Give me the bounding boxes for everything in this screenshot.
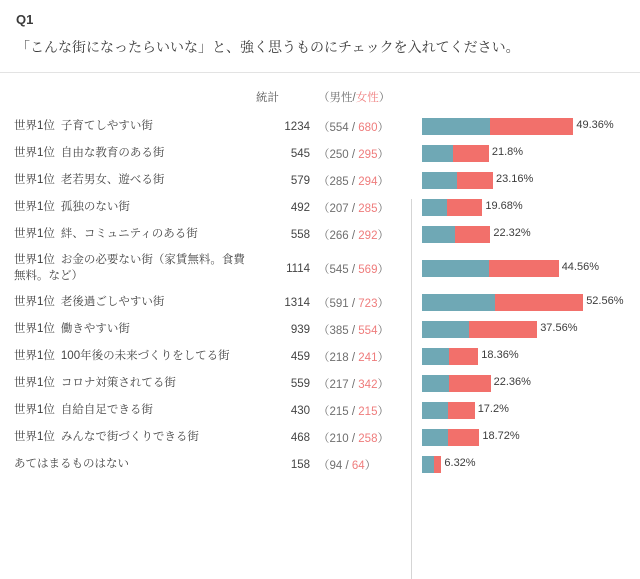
row-paren-close: ） <box>377 121 389 134</box>
row-slash: / <box>348 263 359 276</box>
row-label <box>10 370 250 397</box>
bar-segment-female <box>453 145 489 162</box>
bar-segment-female <box>447 199 482 216</box>
row-label-text: 100年後の未来づくりをしてる街 <box>60 349 230 362</box>
row-rank-badge: 世界1位 <box>14 349 55 362</box>
row-slash: / <box>348 324 359 337</box>
row-label <box>10 221 250 248</box>
row-label <box>10 451 250 478</box>
bar-segment-male <box>422 172 457 189</box>
row-total: 579 <box>290 174 310 187</box>
bar-segment-female <box>489 260 559 277</box>
row-total: 558 <box>290 228 310 241</box>
row-label <box>10 397 250 424</box>
row-paren-open: （ <box>318 405 330 418</box>
table-row <box>10 370 640 397</box>
bar-segment-male <box>422 456 434 473</box>
row-total: 492 <box>290 201 310 214</box>
row-female-count: 292 <box>358 229 378 242</box>
row-paren-open: （ <box>318 324 330 337</box>
bar-segment-male <box>422 294 495 311</box>
row-male-count: 285 <box>329 175 349 188</box>
table-row <box>10 167 640 194</box>
row-bar-cell <box>418 167 640 194</box>
bar-segment-male <box>422 402 448 419</box>
row-bar-cell <box>418 370 640 397</box>
row-female-count: 285 <box>358 202 378 215</box>
row-label-text: 自給自足できる街 <box>60 403 153 416</box>
row-total: 158 <box>290 458 310 471</box>
row-paren-open: （ <box>318 148 330 161</box>
row-total: 939 <box>290 323 310 336</box>
table-row <box>10 397 640 424</box>
bar-segment-male <box>422 118 490 135</box>
row-female-count: 554 <box>358 324 378 337</box>
row-male-count: 217 <box>329 378 349 391</box>
row-rank-badge: 世界1位 <box>14 430 55 443</box>
row-male-count: 545 <box>329 263 349 276</box>
row-slash: / <box>348 297 359 310</box>
row-female-count: 64 <box>351 459 365 472</box>
row-label <box>10 167 250 194</box>
row-male-count: 591 <box>329 297 349 310</box>
row-label <box>10 316 250 343</box>
row-male-count: 210 <box>329 432 349 445</box>
table-row <box>10 316 640 343</box>
row-slash: / <box>348 202 359 215</box>
bar-segment-male <box>422 145 453 162</box>
row-label <box>10 248 250 289</box>
row-bar-cell <box>418 140 640 167</box>
legend-male: 男性 <box>329 92 353 104</box>
question-text: 「こんな街になったらいいな」と、強く思うものにチェックを入れてください。 <box>16 39 520 55</box>
bar-value-label: 49.36% <box>576 119 614 131</box>
row-label-text: 自由な教育のある街 <box>60 146 165 159</box>
row-label-text: あてはまるものはない <box>14 457 129 470</box>
table-header-row <box>10 87 640 113</box>
row-label-text: 老若男女、遊べる街 <box>60 173 165 186</box>
row-slash: / <box>348 378 359 391</box>
results-table <box>10 87 640 478</box>
row-male-count: 250 <box>329 148 349 161</box>
row-male-count: 385 <box>329 324 349 337</box>
bar-segment-male <box>422 429 448 446</box>
row-male-count: 207 <box>329 202 349 215</box>
row-paren-open: （ <box>318 297 330 310</box>
row-label-text: コロナ対策されてる街 <box>60 376 176 389</box>
row-rank-badge: 世界1位 <box>14 403 55 416</box>
bar-segment-female <box>449 375 491 392</box>
bar-segment-male <box>422 348 449 365</box>
row-bar-cell <box>418 113 640 140</box>
row-female-count: 569 <box>358 263 378 276</box>
bar-value-label: 23.16% <box>496 173 534 185</box>
row-label-text: 働きやすい街 <box>60 322 130 335</box>
row-male-count: 94 <box>329 459 343 472</box>
row-bar-cell <box>418 221 640 248</box>
bar-value-label: 18.36% <box>481 349 519 362</box>
slash-separator: / <box>352 92 356 104</box>
row-rank-badge: 世界1位 <box>14 200 55 213</box>
row-label-text: みんなで街づくりできる街 <box>60 430 199 443</box>
bar-segment-female <box>490 118 573 135</box>
row-paren-close: ） <box>364 459 377 472</box>
bar-segment-male <box>422 226 455 243</box>
row-label-text: 孤独のない街 <box>60 200 130 213</box>
stacked-bar <box>422 199 640 216</box>
row-gender-split <box>314 397 418 424</box>
column-header-total <box>250 87 314 113</box>
table-row <box>10 451 640 478</box>
row-paren-close: ） <box>377 148 389 161</box>
row-rank-badge: 世界1位 <box>14 322 55 335</box>
column-header-label <box>10 87 250 113</box>
row-slash: / <box>348 148 359 161</box>
stacked-bar <box>422 348 640 365</box>
row-female-count: 241 <box>358 351 378 364</box>
bar-value-label: 37.56% <box>540 322 578 335</box>
bar-segment-female <box>469 321 537 338</box>
row-total: 545 <box>290 147 310 160</box>
row-rank-badge: 世界1位 <box>14 173 55 186</box>
row-gender-split <box>314 248 418 289</box>
row-label <box>10 289 250 316</box>
row-paren-close: ） <box>377 229 389 242</box>
stacked-bar <box>422 145 640 162</box>
stacked-bar <box>422 321 640 338</box>
row-paren-open: （ <box>318 121 330 134</box>
results-table-head <box>10 87 640 113</box>
stacked-bar <box>422 402 640 419</box>
bar-segment-male <box>422 375 449 392</box>
row-paren-open: （ <box>318 459 330 472</box>
bar-value-label: 6.32% <box>444 457 476 470</box>
bar-segment-female <box>449 348 479 365</box>
row-label-text: 絆、コミュニティのある街 <box>60 227 198 240</box>
row-male-count: 215 <box>329 405 349 418</box>
row-female-count: 680 <box>358 121 378 134</box>
row-gender-split <box>314 424 418 451</box>
row-paren-open: （ <box>318 229 330 242</box>
row-bar-cell <box>418 451 640 478</box>
table-row <box>10 221 640 248</box>
table-row <box>10 289 640 316</box>
legend-female: 女性 <box>355 92 379 104</box>
row-total: 430 <box>290 404 310 417</box>
row-rank-badge: 世界1位 <box>14 254 55 266</box>
row-slash: / <box>348 121 359 134</box>
stacked-bar <box>422 226 640 243</box>
chart-area <box>0 73 640 484</box>
row-total: 459 <box>290 350 310 363</box>
row-total: 468 <box>290 431 310 444</box>
row-gender-split <box>314 194 418 221</box>
bar-segment-female <box>448 429 480 446</box>
table-row <box>10 194 640 221</box>
row-paren-close: ） <box>377 351 389 364</box>
row-rank-badge: 世界1位 <box>14 376 55 389</box>
row-paren-close: ） <box>377 378 389 391</box>
row-paren-close: ） <box>377 324 389 337</box>
stacked-bar <box>422 294 640 311</box>
row-label-text: 子育てしやすい街 <box>60 119 153 132</box>
row-male-count: 218 <box>329 351 349 364</box>
row-total: 1114 <box>286 262 310 275</box>
row-bar-cell <box>418 194 640 221</box>
row-bar-cell <box>418 316 640 343</box>
row-gender-split <box>314 451 418 478</box>
row-slash: / <box>348 432 359 445</box>
stacked-bar <box>422 375 640 392</box>
row-paren-close: ） <box>377 297 389 310</box>
row-paren-open: （ <box>318 175 330 188</box>
row-paren-close: ） <box>377 175 389 188</box>
row-rank-badge: 世界1位 <box>14 146 55 159</box>
row-bar-cell <box>418 343 640 370</box>
row-rank-badge: 世界1位 <box>14 227 55 240</box>
bar-value-label: 21.8% <box>491 146 524 158</box>
row-gender-split <box>314 221 418 248</box>
bar-segment-female <box>455 226 491 243</box>
bar-segment-male <box>422 321 469 338</box>
results-table-body <box>10 113 640 478</box>
stacked-bar <box>422 118 640 135</box>
row-gender-split <box>314 316 418 343</box>
row-paren-close: ） <box>377 405 389 418</box>
table-row <box>10 140 640 167</box>
bar-value-label: 18.72% <box>482 430 520 443</box>
question-id: Q1 <box>16 12 34 27</box>
column-header-gender-split <box>314 87 418 113</box>
row-bar-cell <box>418 424 640 451</box>
bar-segment-male <box>422 260 489 277</box>
row-label <box>10 424 250 451</box>
row-paren-close: ） <box>377 263 389 276</box>
bar-value-label: 52.56% <box>586 295 624 308</box>
chart-axis-line <box>411 199 412 579</box>
row-male-count: 266 <box>329 229 349 242</box>
stacked-bar <box>422 456 640 473</box>
bar-value-label: 22.32% <box>493 227 531 239</box>
row-total: 1234 <box>284 120 310 133</box>
row-gender-split <box>314 167 418 194</box>
row-paren-close: ） <box>377 432 389 445</box>
row-label <box>10 140 250 167</box>
paren-close: ） <box>378 92 391 104</box>
row-slash: / <box>348 229 359 242</box>
row-rank-badge: 世界1位 <box>14 295 55 308</box>
bar-segment-female <box>448 402 474 419</box>
row-total: 1314 <box>284 296 310 309</box>
stacked-bar <box>422 172 640 189</box>
row-gender-split <box>314 140 418 167</box>
row-paren-open: （ <box>318 432 330 445</box>
row-total: 559 <box>290 377 310 390</box>
row-female-count: 258 <box>358 432 378 445</box>
row-gender-split <box>314 370 418 397</box>
bar-segment-female <box>495 294 584 311</box>
row-female-count: 294 <box>358 175 378 188</box>
stacked-bar <box>422 429 640 446</box>
row-slash: / <box>342 459 352 472</box>
bar-segment-female <box>457 172 493 189</box>
row-slash: / <box>348 175 359 188</box>
row-paren-open: （ <box>318 263 330 276</box>
row-label-text: お金の必要ない街（家賃無料。食費無料。など） <box>14 254 245 282</box>
bar-value-label: 22.36% <box>493 376 531 389</box>
bar-value-label: 17.2% <box>477 403 509 416</box>
row-label <box>10 194 250 221</box>
row-label-text: 老後過ごしやすい街 <box>60 295 165 308</box>
row-bar-cell <box>418 397 640 424</box>
row-female-count: 295 <box>358 148 378 161</box>
stacked-bar <box>422 260 640 277</box>
column-header-bar <box>418 87 640 113</box>
row-paren-open: （ <box>318 202 330 215</box>
row-rank-badge: 世界1位 <box>14 119 55 132</box>
row-bar-cell <box>418 248 640 289</box>
question-header <box>0 0 640 73</box>
row-female-count: 723 <box>358 297 378 310</box>
table-row <box>10 424 640 451</box>
row-gender-split <box>314 343 418 370</box>
table-row <box>10 248 640 289</box>
row-gender-split <box>314 113 418 140</box>
row-bar-cell <box>418 289 640 316</box>
row-female-count: 215 <box>358 405 378 418</box>
bar-segment-male <box>422 199 447 216</box>
row-female-count: 342 <box>358 378 378 391</box>
paren-open: （ <box>318 92 330 104</box>
row-paren-open: （ <box>318 378 330 391</box>
row-paren-close: ） <box>377 202 389 215</box>
column-header-total-text: 統計 <box>256 92 279 104</box>
row-slash: / <box>348 405 359 418</box>
bar-value-label: 19.68% <box>485 200 523 212</box>
row-label <box>10 113 250 140</box>
bar-segment-female <box>434 456 442 473</box>
row-label <box>10 343 250 370</box>
table-row <box>10 343 640 370</box>
row-gender-split <box>314 289 418 316</box>
table-row <box>10 113 640 140</box>
row-male-count: 554 <box>329 121 349 134</box>
row-paren-open: （ <box>318 351 330 364</box>
bar-value-label: 44.56% <box>561 261 599 274</box>
row-slash: / <box>348 351 359 364</box>
